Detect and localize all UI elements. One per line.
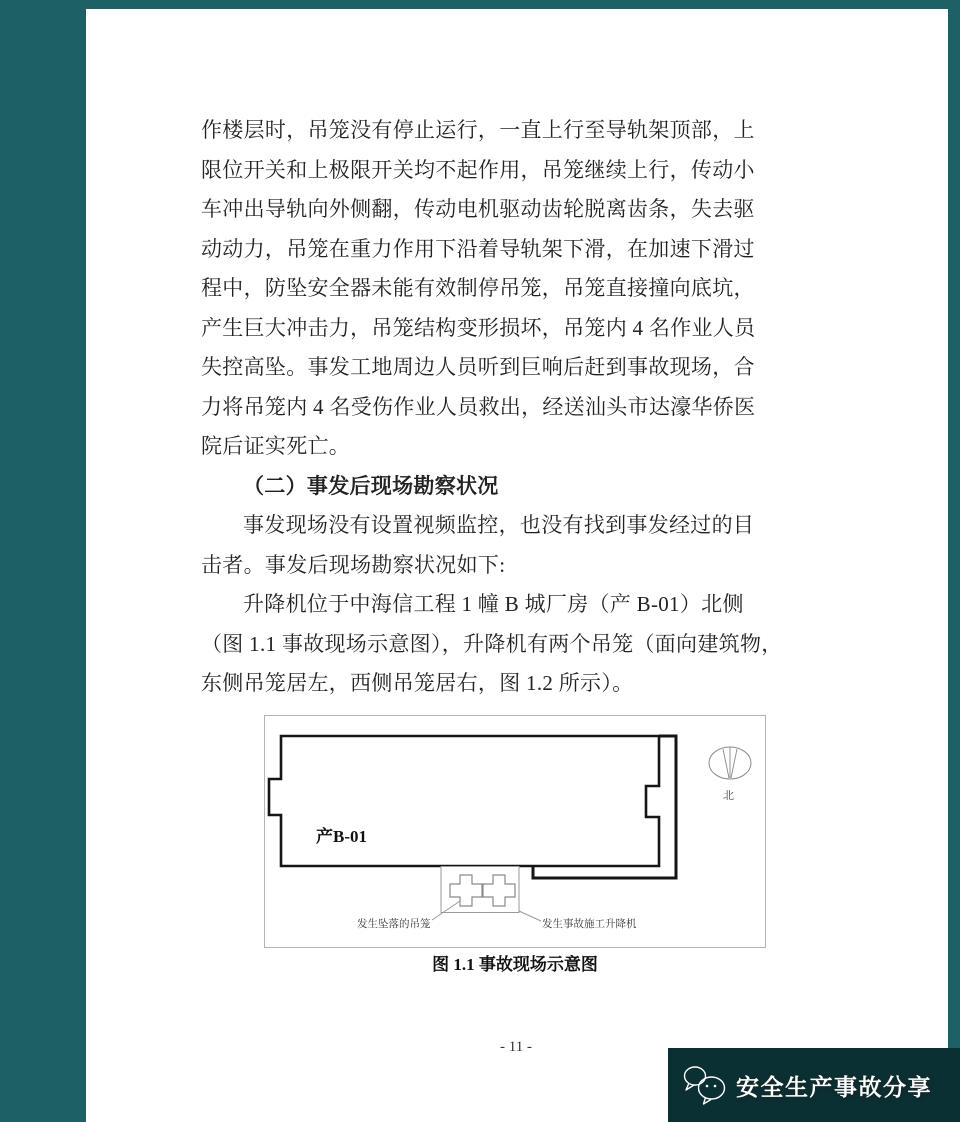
body-line: 产生巨大冲击力，吊笼结构变形损坏，吊笼内 4 名作业人员 xyxy=(201,315,756,340)
body-line: 力将吊笼内 4 名受伤作业人员救出，经送汕头市达濠华侨医 xyxy=(201,394,756,419)
callout-fallen-cage-label: 发生坠落的吊笼 xyxy=(357,919,431,930)
footer-brand-band xyxy=(668,1048,960,1122)
north-label: 北 xyxy=(723,790,734,802)
body-line: 车冲出导轨向外侧翻，传动电机驱动齿轮脱离齿条，失去驱 xyxy=(201,197,755,221)
body-text-block xyxy=(201,111,783,704)
accident-site-diagram xyxy=(264,715,766,948)
body-line: 动动力，吊笼在重力作用下沿着导轨架下滑，在加速下滑过 xyxy=(201,236,755,261)
document-page xyxy=(86,9,948,1122)
page-number: - 11 - xyxy=(500,1039,532,1055)
body-line: 失控高坠。事发工地周边人员听到巨响后赶到事故现场，合 xyxy=(201,355,755,379)
body-line: 作楼层时，吊笼没有停止运行，一直上行至导轨架顶部，上 xyxy=(201,118,755,142)
body-line: 限位开关和上极限开关均不起作用，吊笼继续上行，传动小 xyxy=(201,157,755,182)
body-line: 东侧吊笼居左，西侧吊笼居右，图 1.2 所示）。 xyxy=(201,671,634,695)
section-heading: （二）事发后现场勘察状况 xyxy=(243,473,499,498)
footer-brand-text: 安全生产事故分享 xyxy=(736,1073,932,1100)
body-line: 事发现场没有设置视频监控，也没有找到事发经过的目 xyxy=(243,513,755,537)
body-line: （图 1.1 事故现场示意图），升降机有两个吊笼（面向建筑物， xyxy=(201,631,783,656)
wechat-chat-bubbles-icon xyxy=(682,1063,728,1107)
body-line: 院后证实死亡。 xyxy=(201,434,351,458)
callout-hoist-label: 发生事故施工升降机 xyxy=(542,919,637,930)
figure-caption: 图 1.1 事故现场示意图 xyxy=(432,955,598,974)
body-line: 升降机位于中海信工程 1 幢 B 城厂房（产 B-01）北侧 xyxy=(243,592,744,616)
body-line: 击者。事发后现场勘察状况如下: xyxy=(201,552,506,577)
site-plan-svg xyxy=(264,715,766,948)
body-line: 程中，防坠安全器未能有效制停吊笼，吊笼直接撞向底坑， xyxy=(201,276,755,300)
building-label: 产B-01 xyxy=(316,827,367,846)
